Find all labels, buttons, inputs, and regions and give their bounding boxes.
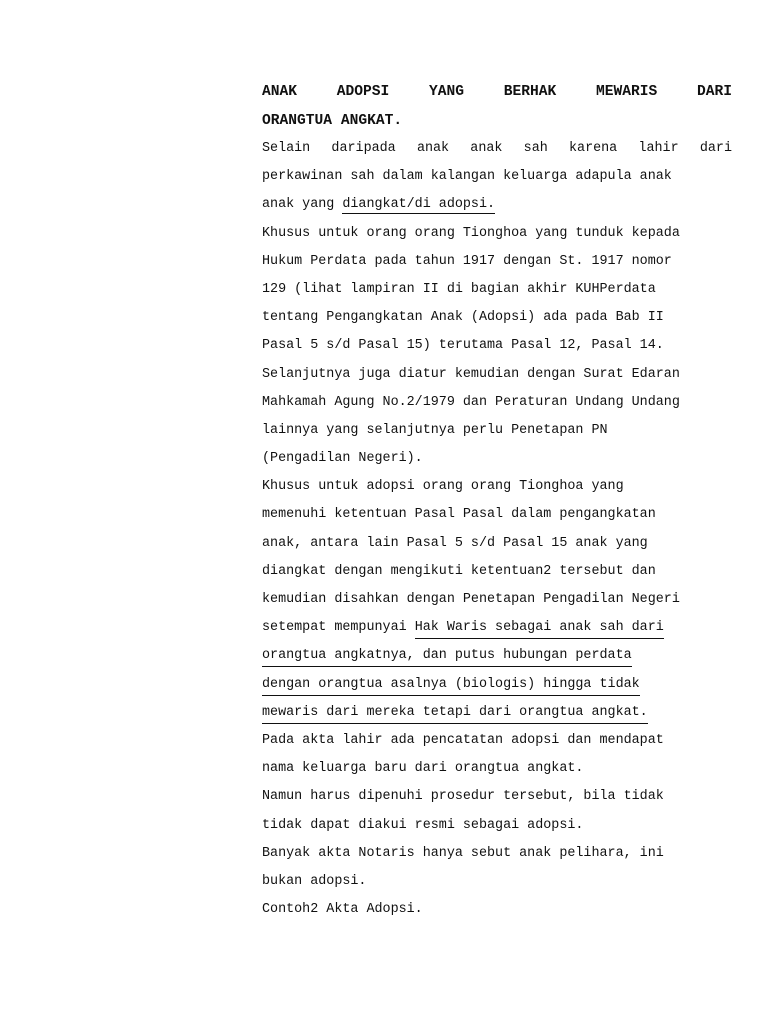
text-line: Pada akta lahir ada pencatatan adopsi dan mendapat: [262, 732, 664, 748]
paragraph-3: [262, 361, 732, 474]
paragraph-2: [262, 220, 732, 361]
text-line: Pasal 5 s/d Pasal 15) terutama Pasal 12, Pasal 14.: [262, 338, 664, 354]
text-fragment: setempat mempunyai: [262, 620, 415, 636]
text-line: tentang Pengangkatan Anak (Adopsi) ada pada Bab II: [262, 310, 664, 326]
text-line: [262, 699, 732, 727]
text-line: 129 (lihat lampiran II di bagian akhir KUHPerdata: [262, 281, 656, 297]
paragraph-4: [262, 473, 732, 727]
text-line: perkawinan sah dalam kalangan keluarga adapula anak: [262, 169, 672, 185]
paragraph-5: [262, 727, 732, 783]
text-line: [262, 191, 732, 219]
underlined-text: Hak Waris sebagai anak sah dari: [415, 618, 664, 639]
text-line: kemudian disahkan dengan Penetapan Pengadilan Negeri: [262, 592, 680, 607]
title-line-1: ANAK ADOPSI YANG BERHAK MEWARIS DARI: [262, 84, 732, 100]
text-line: [262, 642, 732, 670]
text-line: Contoh2 Akta Adopsi.: [262, 902, 423, 918]
text-line: diangkat dengan mengikuti ketentuan2 tersebut dan: [262, 563, 656, 579]
text-line: tidak dapat diakui resmi sebagai adopsi.: [262, 817, 584, 833]
text-line: bukan adopsi.: [262, 873, 367, 889]
text-line: Khusus untuk orang orang Tionghoa yang tunduk kepada: [262, 225, 680, 241]
text-line: [262, 614, 732, 642]
underlined-text: dengan orangtua asalnya (biologis) hingga tidak: [262, 675, 640, 696]
text-line: (Pengadilan Negeri).: [262, 451, 423, 467]
paragraph-7: [262, 840, 732, 896]
text-line: Banyak akta Notaris hanya sebut anak pelihara, ini: [262, 845, 664, 861]
text-fragment: anak yang: [262, 197, 343, 213]
paragraph-8: [262, 896, 732, 924]
document-page: [262, 78, 732, 924]
underlined-text: mewaris dari mereka tetapi dari orangtua angkat.: [262, 703, 648, 724]
underlined-text: diangkat/di adopsi.: [342, 197, 496, 213]
text-line: Khusus untuk adopsi orang orang Tionghoa yang: [262, 479, 624, 495]
underlined-text: orangtua angkatnya, dan putus hubungan perdata: [262, 646, 632, 667]
text-line: Namun harus dipenuhi prosedur tersebut, bila tidak: [262, 789, 664, 805]
text-line: Selanjutnya juga diatur kemudian dengan Surat Edaran: [262, 366, 680, 382]
text-line: Selain daripada anak anak sah karena lahir dari: [262, 141, 732, 156]
text-line: anak, antara lain Pasal 5 s/d Pasal 15 anak yang: [262, 535, 648, 551]
paragraph-1: [262, 135, 732, 220]
text-line: lainnya yang selanjutnya perlu Penetapan PN: [262, 422, 608, 438]
title-line-2: ORANGTUA ANGKAT.: [262, 112, 403, 129]
text-line: memenuhi ketentuan Pasal Pasal dalam pengangkatan: [262, 507, 656, 523]
paragraph-6: [262, 783, 732, 839]
text-line: nama keluarga baru dari orangtua angkat.: [262, 761, 584, 777]
text-line: Mahkamah Agung No.2/1979 dan Peraturan Undang Undang: [262, 394, 680, 410]
document-title: [262, 78, 732, 135]
text-line: [262, 671, 732, 699]
text-line: Hukum Perdata pada tahun 1917 dengan St. 1917 nomor: [262, 253, 672, 269]
